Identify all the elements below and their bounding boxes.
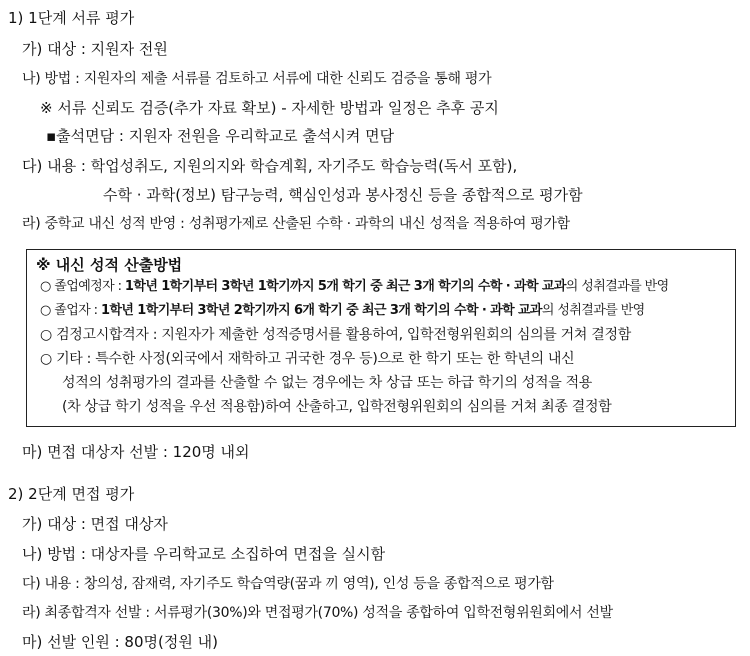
section2-title: 2) 2단계 면접 평가 [8,485,135,503]
section2-final-selection: 라) 최종합격자 선발 : 서류평가(30%)와 면접평가(70%) 성적을 종합하여 입학전형위원회에서 선발 [22,605,613,621]
box-title: ※ 내신 성적 산출방법 [36,256,183,274]
box-item-other-line3: (차 상급 학기 성적을 우선 적용함)하여 산출하고, 입학전형위원회의 심의를 거쳐 최종 결정함 [62,399,612,415]
section2-content: 다) 내용 : 창의성, 잠재력, 자기주도 학습역량(꿈과 끼 영역), 인성 등을 종합적으로 평가함 [22,576,554,592]
box-item-graduating-suffix: 의 성취결과를 반영 [565,279,669,294]
box-item-graduate [40,301,645,321]
section2-quota: 마) 선발 인원 : 80명(정원 내) [22,633,218,651]
section1-grade-reflection: 라) 중학교 내신 성적 반영 : 성취평가제로 산출된 수학 · 과학의 내신 성적을 적용하여 평가함 [22,216,570,232]
box-item-other-line2: 성적의 성취평가의 결과를 산출할 수 없는 경우에는 차 상급 또는 하급 학기의 성적을 적용 [62,375,593,391]
section1-target: 가) 대상 : 지원자 전원 [22,40,168,58]
section1-interview-selection: 마) 면접 대상자 선발 : 120명 내외 [22,443,250,461]
section1-content-line1: 다) 내용 : 학업성취도, 지원의지와 학습계획, 자기주도 학습능력(독서 포함), [22,157,518,175]
section1-method: 나) 방법 : 지원자의 제출 서류를 검토하고 서류에 대한 신뢰도 검증을 통해 평가 [22,71,492,87]
section2-method: 나) 방법 : 대상자를 우리학교로 소집하여 면접을 실시함 [22,545,386,563]
box-item-graduating-prefix: ○ 졸업예정자 : [40,279,125,294]
box-item-graduate-prefix: ○ 졸업자 : [40,303,101,318]
box-item-graduating-bold: 1학년 1학기부터 3학년 1학기까지 5개 학기 중 최근 3개 학기의 수학 · 과학 교과 [124,279,566,294]
box-item-ged: ○ 검정고시합격자 : 지원자가 제출한 성적증명서를 활용하여, 입학전형위원회의 심의를 거쳐 결정함 [40,327,631,343]
section1-note: ※ 서류 신뢰도 검증(추가 자료 확보) - 자세한 방법과 일정은 추후 공지 [40,99,499,117]
box-item-other-line1: ○ 기타 : 특수한 사정(외국에서 재학하고 귀국한 경우 등)으로 한 학기 또는 한 학년의 내신 [40,351,575,367]
section1-interview: ▪출석면담 : 지원자 전원을 우리학교로 출석시켜 면담 [46,127,395,145]
section2-target: 가) 대상 : 면접 대상자 [22,515,168,533]
box-item-graduate-suffix: 의 성취결과를 반영 [541,303,645,318]
section1-title: 1) 1단계 서류 평가 [8,9,135,27]
box-item-graduate-bold: 1학년 1학기부터 3학년 2학기까지 6개 학기 중 최근 3개 학기의 수학 · 과학 교과 [101,303,542,318]
section1-content-line2: 수학 · 과학(정보) 탐구능력, 핵심인성과 봉사정신 등을 종합적으로 평가함 [103,186,583,204]
box-item-graduating [40,277,669,297]
